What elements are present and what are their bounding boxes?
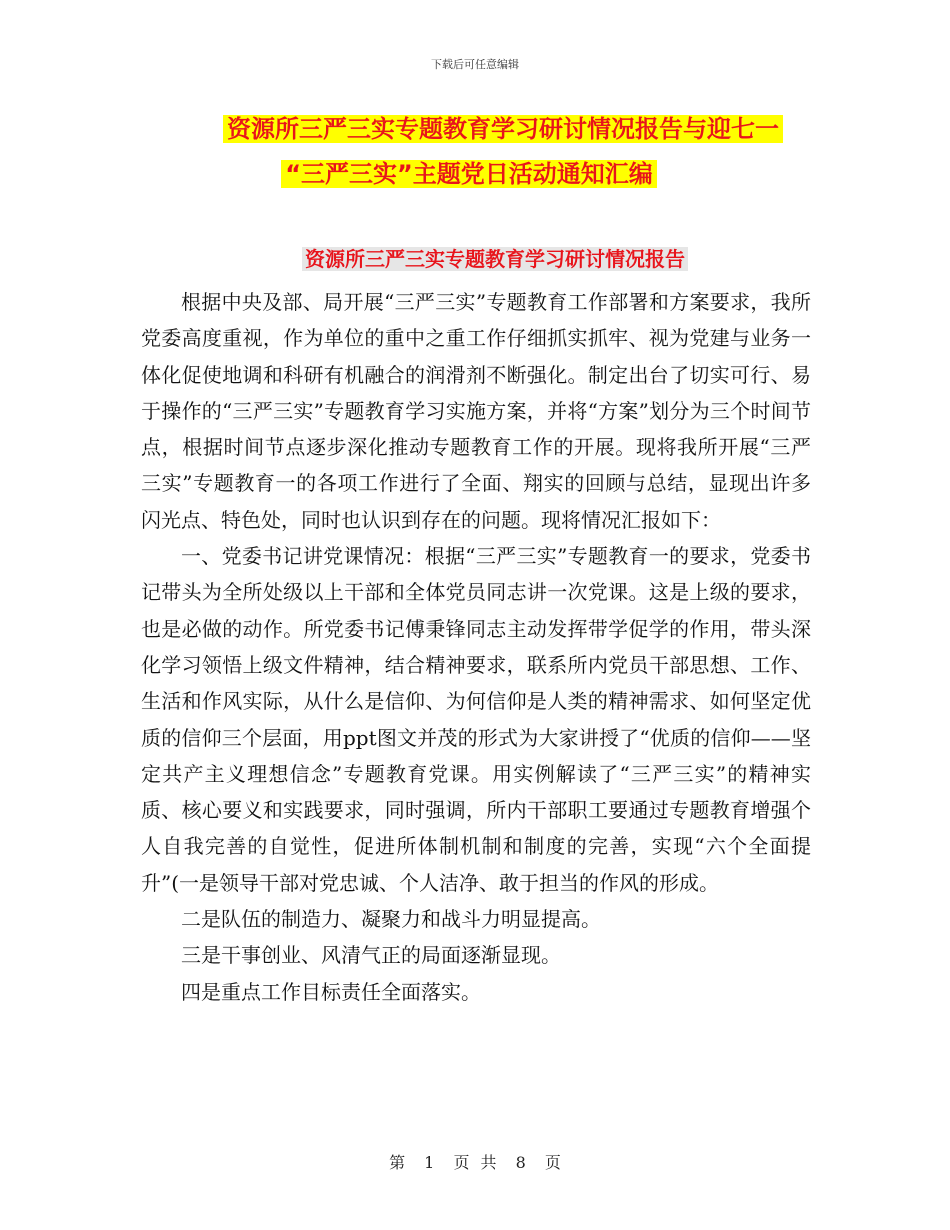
footer-total-pages: 8 — [515, 1153, 526, 1172]
section-title — [0, 244, 950, 274]
paragraph-party-lecture: 一、党委书记讲党课情况：根据“三严三实”专题教育一的要求，党委书记带头为全所处级以上干部和全体党员同志讲一次党课。这是上级的要求，也是必做的动作。所党委书记傅秉锋同志主动发挥带学促学的作用，带头深化学习领悟上级文件精神，结合精神要求，联系所内党员干部思想、工作、生活和作风实际，从什么是信仰、为何信仰是人类的精神需求、如何坚定优质的信仰三个层面，用ppt图文并茂的形式为大家讲授了“优质的信仰——坚定共产主义理想信念”专题教育党课。用实例解读了“三严三实”的精神实质、核心要义和实践要求，同时强调，所内干部职工要通过专题教育增强个人自我完善的自觉性，促进所体制机制和制度的完善，实现“六个全面提升”(一是领导干部对党忠诚、个人洁净、敢于担当的作风的形成。 — [141, 544, 811, 895]
paragraph-point-3: 三是干事创业、风清气正的局面逐渐显现。 — [181, 943, 561, 968]
page-header: 下载后可任意编辑 — [431, 58, 519, 71]
footer-suffix: 页 — [544, 1153, 561, 1172]
paragraph-intro: 根据中央及部、局开展“三严三实”专题教育工作部署和方案要求，我所党委高度重视，作为单位的重中之重工作仔细抓实抓牢、视为党建与业务一体化促使地调和科研有机融合的润滑剂不断强化。制定出台了切实可行、易于操作的“三严三实”专题教育学习实施方案，并将“方案”划分为三个时间节点，根据时间节点逐步深化推动专题教育工作的开展。现将我所开展“三严三实”专题教育一的各项工作进行了全面、翔实的回顾与总结，显现出许多闪光点、特色处，同时也认识到存在的问题。现将情况汇报如下： — [141, 290, 811, 532]
paragraph-point-4: 四是重点工作目标责任全面落实。 — [181, 979, 481, 1004]
document-body — [141, 284, 811, 1010]
title-line-1-text: 资源所三严三实专题教育学习研讨情况报告与迎七一 — [223, 115, 783, 143]
document-title-line-1 — [28, 112, 950, 146]
footer-mid: 页 共 — [453, 1153, 497, 1172]
footer-prefix: 第 — [389, 1153, 406, 1172]
section-title-text: 资源所三严三实专题教育学习研讨情况报告 — [302, 247, 688, 271]
title-line-2-text: “三严三实”主题党日活动通知汇编 — [281, 160, 657, 188]
page-footer — [0, 1150, 950, 1173]
document-title-line-2 — [0, 157, 944, 191]
paragraph-point-2: 二是队伍的制造力、凝聚力和战斗力明显提高。 — [181, 907, 601, 932]
footer-page-number: 1 — [424, 1153, 435, 1172]
